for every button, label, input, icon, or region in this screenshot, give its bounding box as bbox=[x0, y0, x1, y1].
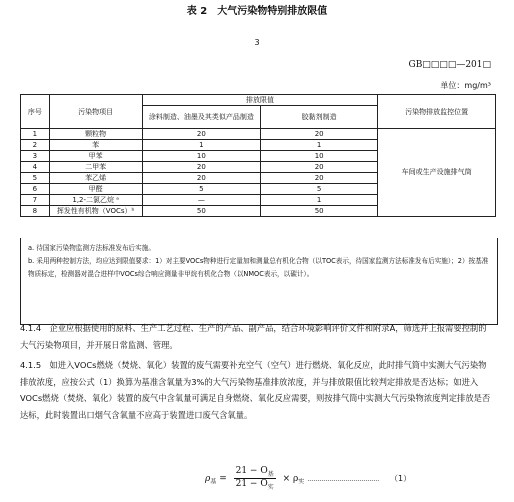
row-limit-a: 20 bbox=[142, 162, 260, 173]
row-limit-b: 10 bbox=[261, 151, 378, 162]
formula-denominator: $21 - O_实$ bbox=[235, 478, 274, 491]
formula-dots: ……………………………… bbox=[307, 475, 380, 483]
header-monitoring-location: 污染物排放监控位置 bbox=[378, 95, 496, 129]
formula-times-rho: × ρ bbox=[282, 473, 299, 484]
row-pollutant: 甲醛 bbox=[49, 184, 142, 195]
note-a: a. 待国家污染物监测方法标准发布后实施。 bbox=[28, 244, 155, 252]
row-limit-a: — bbox=[142, 195, 260, 206]
header-pollutant: 污染物项目 bbox=[49, 95, 142, 129]
row-seq: 4 bbox=[21, 162, 50, 173]
row-limit-a: 10 bbox=[142, 151, 260, 162]
row-limit-b: 20 bbox=[261, 162, 378, 173]
row-limit-b: 1 bbox=[261, 195, 378, 206]
conversion-formula bbox=[205, 466, 379, 491]
row-limit-b: 1 bbox=[261, 140, 378, 151]
row-limit-a: 20 bbox=[142, 173, 260, 184]
standard-number: GB□□□□—201□ bbox=[408, 60, 491, 70]
row-pollutant: 颗粒物 bbox=[49, 129, 142, 140]
row-seq: 8 bbox=[21, 206, 50, 217]
row-limit-a: 5 bbox=[142, 184, 260, 195]
table-caption: 表 2 大气污染物特别排放限值 bbox=[186, 6, 328, 17]
row-pollutant: 苯乙烯 bbox=[49, 173, 142, 184]
formula-rho-sub: 实 bbox=[298, 478, 305, 486]
row-limit-b: 20 bbox=[261, 129, 378, 140]
header-seq: 序号 bbox=[21, 95, 50, 129]
formula-lhs: ρ bbox=[205, 473, 211, 484]
row-pollutant: 二甲苯 bbox=[49, 162, 142, 173]
row-seq: 6 bbox=[21, 184, 50, 195]
row-seq: 2 bbox=[21, 140, 50, 151]
monitoring-location-cell: 车间或生产设施排气筒 bbox=[378, 129, 496, 217]
row-seq: 5 bbox=[21, 173, 50, 184]
note-b: b. 采用两种控制方法，均应达到限值要求：1）对主要VOCs物种进行定量加和测量总有机化合物（以TOC表示，待国家监测方法标准发布后实施）；2）按基准物质标定，检测器对混合进样中VOCs综合响应测量非甲烷有机化合物（以NMOC表示，以碳计）。 bbox=[28, 257, 489, 278]
header-limit-group: 排放限值 bbox=[142, 95, 378, 106]
header-coating-ink: 涂料制造、油墨及其类似产品制造 bbox=[142, 106, 260, 129]
row-pollutant: 苯 bbox=[49, 140, 142, 151]
row-seq: 7 bbox=[21, 195, 50, 206]
table-row bbox=[21, 129, 496, 140]
formula-equals: = bbox=[219, 473, 227, 484]
row-seq: 1 bbox=[21, 129, 50, 140]
formula-fraction bbox=[234, 466, 276, 491]
row-limit-a: 20 bbox=[142, 129, 260, 140]
row-limit-b: 50 bbox=[261, 206, 378, 217]
row-pollutant: 1,2-二氯乙烷 ᵃ bbox=[49, 195, 142, 206]
formula-lhs-sub: 基 bbox=[210, 478, 217, 486]
page-number: 3 bbox=[254, 38, 260, 47]
paragraph-4-1-4: 4.1.4 企业应根据使用的原料、生产工艺过程、生产的产品、副产品，结合环境影响评价文件和附录A，筛选并上报需要控制的大气污染物项目，并开展日常监测、管理。 bbox=[20, 323, 487, 350]
emission-limits-table bbox=[20, 94, 496, 217]
paragraph-4-1-5: 4.1.5 如进入VOCs燃烧（焚烧、氧化）装置的废气需要补充空气（空气）进行燃烧、氧化反应，此时排气筒中实测大气污染物排放浓度，应按公式（1）换算为基准含氧量为3%的大气污染物基准排放浓度，并与排放限值比较判定排放是否达标；如进入VOCs燃烧（焚烧、氧化）装置的废气中含氧量可满足自身燃烧、氧化反应需要，则按排气筒中实测大气污染物浓度判定排放是否达标，此时装置出口烟气含氧量不应高于装置进口废气含氧量。 bbox=[20, 360, 491, 420]
row-pollutant: 甲苯 bbox=[49, 151, 142, 162]
row-pollutant: 挥发性有机物（VOCs）ᵇ bbox=[49, 206, 142, 217]
unit-label: 单位：mg/m³ bbox=[440, 81, 491, 90]
row-limit-b: 5 bbox=[261, 184, 378, 195]
table-notes bbox=[20, 238, 498, 325]
formula-number: （1） bbox=[390, 474, 412, 483]
row-limit-a: 50 bbox=[142, 206, 260, 217]
row-seq: 3 bbox=[21, 151, 50, 162]
row-limit-b: 20 bbox=[261, 173, 378, 184]
header-adhesive: 胶黏剂制造 bbox=[261, 106, 378, 129]
row-limit-a: 1 bbox=[142, 140, 260, 151]
formula-numerator: $21 - O_基$ bbox=[235, 466, 274, 478]
